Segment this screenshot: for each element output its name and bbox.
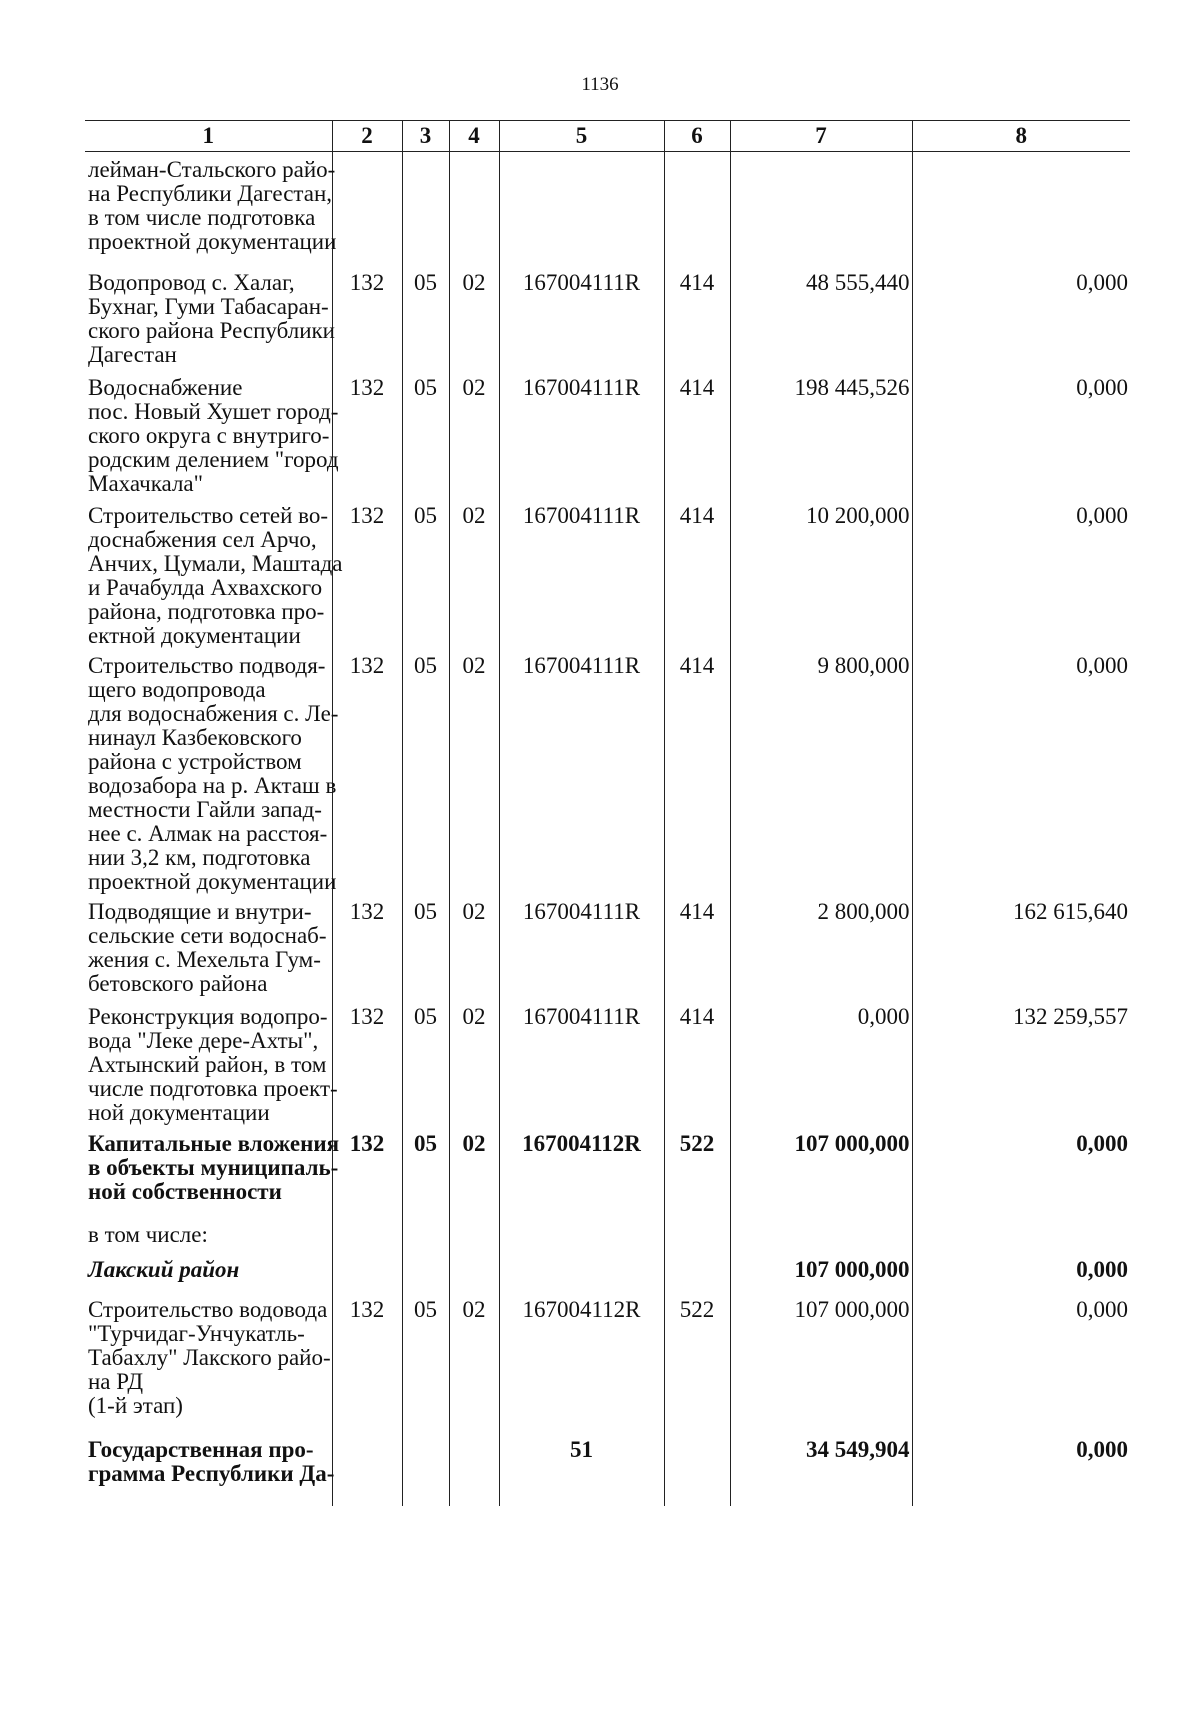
row-code-2-cell: 132 bbox=[332, 999, 402, 1126]
row-code-5-cell: 167004111R bbox=[499, 648, 664, 894]
row-name-cell bbox=[85, 152, 337, 265]
row-code-4-cell: 02 bbox=[449, 999, 499, 1126]
row-amount-8-cell: 0,000 bbox=[1076, 502, 1128, 528]
row-name-line: Водоснабжение bbox=[88, 374, 243, 400]
row-code-2-cell: 132 bbox=[332, 498, 402, 648]
row-amount-7-cell: 107 000,000 bbox=[730, 1126, 912, 1219]
row-amount-7-cell bbox=[730, 152, 912, 265]
row-name-line: Реконструкция водопро- bbox=[88, 1003, 328, 1029]
row-amount-7-cell: 107 000,000 bbox=[730, 1292, 912, 1428]
row-name-line: вода "Леке дере-Ахты", bbox=[88, 1027, 319, 1053]
row-code-5-cell: 167004111R bbox=[499, 999, 664, 1126]
row-code-4-cell: 02 bbox=[449, 265, 499, 370]
row-name-line: ной собственности bbox=[88, 1178, 282, 1204]
row-code-4-cell bbox=[449, 1252, 499, 1292]
row-name-cell bbox=[85, 498, 343, 648]
row-name-line: бетовского района bbox=[88, 970, 268, 996]
row-code-4-cell: 02 bbox=[449, 648, 499, 894]
row-amount-8-cell: 162 615,640 bbox=[1013, 898, 1128, 924]
page-number: 1136 bbox=[581, 74, 619, 95]
row-name-line: района с устройством bbox=[88, 748, 302, 774]
row-code-6-cell: 414 bbox=[664, 370, 730, 498]
row-name-line: сельские сети водоснаб- bbox=[88, 922, 327, 948]
row-code-2-cell: 132 bbox=[332, 1292, 402, 1428]
row-code-3-cell: 05 bbox=[402, 648, 449, 894]
row-amount-7-cell: 107 000,000 bbox=[730, 1252, 912, 1292]
row-amount-8-cell: 0,000 bbox=[1076, 652, 1128, 678]
row-code-2-cell: 132 bbox=[332, 894, 402, 999]
row-name-line: водозабора на р. Акташ в bbox=[88, 772, 337, 798]
table-row bbox=[85, 999, 1130, 1126]
row-code-2-cell: 132 bbox=[332, 648, 402, 894]
row-name-line: на РД bbox=[88, 1368, 144, 1394]
row-name-line: родским делением "город bbox=[88, 446, 339, 472]
row-name-line: района, подготовка про- bbox=[88, 598, 325, 624]
row-code-2-cell: 132 bbox=[332, 370, 402, 498]
row-name-line: пос. Новый Хушет город- bbox=[88, 398, 339, 424]
row-code-6-cell: 414 bbox=[664, 894, 730, 999]
row-code-3-cell bbox=[402, 152, 449, 265]
row-amount-8-cell: 0,000 bbox=[1076, 1436, 1128, 1462]
header-col-7: 7 bbox=[730, 121, 912, 152]
row-amount-7-cell: 0,000 bbox=[730, 999, 912, 1126]
row-code-2-cell bbox=[332, 1219, 402, 1252]
row-name-cell bbox=[85, 1219, 332, 1252]
row-name-line: Капитальные вложения bbox=[88, 1130, 340, 1156]
row-name-line: жения с. Мехельта Гум- bbox=[88, 946, 321, 972]
row-name-line: доснабжения сел Арчо, bbox=[88, 526, 317, 552]
table-row bbox=[85, 1428, 1130, 1506]
row-code-6-cell: 414 bbox=[664, 999, 730, 1126]
table-row bbox=[85, 1126, 1130, 1219]
row-code-4-cell: 02 bbox=[449, 1126, 499, 1219]
row-name-line: в том числе подготовка bbox=[88, 205, 316, 230]
row-code-2-cell bbox=[332, 152, 402, 265]
row-amount-7-cell: 198 445,526 bbox=[730, 370, 912, 498]
row-code-4-cell bbox=[449, 1219, 499, 1252]
row-code-3-cell: 05 bbox=[402, 894, 449, 999]
row-name-line: "Турчидаг-Унчукатль- bbox=[88, 1320, 305, 1346]
row-amount-7-cell: 2 800,000 bbox=[730, 894, 912, 999]
row-name-line: ной документации bbox=[88, 1099, 270, 1125]
row-name-line: ского округа с внутриго- bbox=[88, 422, 330, 448]
header-col-2: 2 bbox=[332, 121, 402, 152]
row-amount-7-cell: 9 800,000 bbox=[730, 648, 912, 894]
row-amount-8-cell: 0,000 bbox=[1076, 269, 1128, 295]
row-name-line: и Рачабулда Ахвахского bbox=[88, 574, 323, 600]
row-name-line: Дагестан bbox=[88, 341, 177, 367]
row-amount-7-cell: 34 549,904 bbox=[730, 1428, 912, 1506]
row-code-4-cell: 02 bbox=[449, 894, 499, 999]
row-name-cell bbox=[85, 894, 332, 999]
table-row bbox=[85, 370, 1130, 498]
row-name-cell bbox=[85, 1428, 335, 1506]
header-col-8: 8 bbox=[912, 121, 1130, 152]
row-name-cell bbox=[85, 1292, 332, 1428]
row-name-line: местности Гайли запад- bbox=[88, 796, 322, 822]
row-amount-7-cell: 48 555,440 bbox=[730, 265, 912, 370]
row-name-cell bbox=[85, 1252, 332, 1292]
row-code-5-cell: 167004111R bbox=[499, 370, 664, 498]
row-code-4-cell bbox=[449, 152, 499, 265]
row-code-6-cell: 414 bbox=[664, 648, 730, 894]
row-code-5-cell: 167004111R bbox=[499, 498, 664, 648]
row-name-cell bbox=[85, 648, 339, 894]
table-row bbox=[85, 1252, 1130, 1292]
row-amount-8-cell bbox=[912, 152, 1130, 265]
row-name-line: лейман-Стальского райо- bbox=[88, 157, 336, 182]
row-code-2-cell: 132 bbox=[332, 1126, 402, 1219]
row-name-line: ектной документации bbox=[88, 622, 301, 648]
row-amount-8-cell: 0,000 bbox=[1076, 1296, 1128, 1322]
row-name-cell bbox=[85, 1126, 340, 1219]
row-name-line: Водопровод с. Халаг, bbox=[88, 269, 295, 295]
row-name-line: Строительство подводя- bbox=[88, 652, 326, 678]
row-code-5-cell: 167004112R bbox=[499, 1126, 664, 1219]
table-body bbox=[85, 152, 1130, 1506]
row-code-4-cell: 02 bbox=[449, 1292, 499, 1428]
table-row bbox=[85, 648, 1130, 894]
row-name-line: (1-й этап) bbox=[88, 1392, 183, 1418]
row-name-line: числе подготовка проект- bbox=[88, 1075, 338, 1101]
row-name-line: Лакский район bbox=[88, 1256, 240, 1282]
row-name-line: Махачкала" bbox=[88, 470, 204, 496]
row-code-2-cell: 132 bbox=[332, 265, 402, 370]
row-code-5-cell bbox=[499, 1252, 664, 1292]
table-row bbox=[85, 498, 1130, 648]
row-name-cell bbox=[85, 999, 338, 1126]
row-code-5-cell: 167004111R bbox=[499, 894, 664, 999]
row-code-4-cell: 02 bbox=[449, 370, 499, 498]
row-code-3-cell bbox=[402, 1219, 449, 1252]
row-name-line: проектной документации bbox=[88, 229, 337, 254]
row-code-6-cell bbox=[664, 152, 730, 265]
row-code-3-cell: 05 bbox=[402, 1126, 449, 1219]
row-code-2-cell bbox=[332, 1252, 402, 1292]
row-code-6-cell bbox=[664, 1252, 730, 1292]
row-name-line: для водоснабжения с. Ле- bbox=[88, 700, 339, 726]
row-amount-7-cell bbox=[730, 1219, 912, 1252]
row-name-line: ского района Республики bbox=[88, 317, 335, 343]
row-name-line: Ахтынский район, в том bbox=[88, 1051, 327, 1077]
row-name-line: проектной документации bbox=[88, 868, 337, 894]
row-name-cell bbox=[85, 370, 339, 498]
row-name-line: Анчих, Цумали, Маштада bbox=[88, 550, 343, 576]
row-name-line: Бухнаг, Гуми Табасаран- bbox=[88, 293, 329, 319]
row-code-3-cell: 05 bbox=[402, 265, 449, 370]
row-code-5-cell: 167004112R bbox=[499, 1292, 664, 1428]
row-name-line: нинаул Казбековского bbox=[88, 724, 302, 750]
row-code-6-cell: 522 bbox=[664, 1292, 730, 1428]
row-name-line: нии 3,2 км, подготовка bbox=[88, 844, 311, 870]
row-name-line: на Республики Дагестан, bbox=[88, 181, 333, 206]
row-code-4-cell: 02 bbox=[449, 498, 499, 648]
row-code-3-cell: 05 bbox=[402, 999, 449, 1126]
row-name-line: в объекты муниципаль- bbox=[88, 1154, 339, 1180]
row-name-cell bbox=[85, 265, 335, 370]
row-name-line: Подводящие и внутри- bbox=[88, 898, 312, 924]
row-name-line: щего водопровода bbox=[88, 676, 266, 702]
row-code-3-cell: 05 bbox=[402, 498, 449, 648]
row-amount-8-cell: 132 259,557 bbox=[1013, 1003, 1128, 1029]
row-code-3-cell: 05 bbox=[402, 1292, 449, 1428]
row-code-3-cell bbox=[402, 1252, 449, 1292]
row-name-line: Строительство водовода bbox=[88, 1296, 328, 1322]
table-row bbox=[85, 1219, 1130, 1252]
row-name-line: Строительство сетей во- bbox=[88, 502, 328, 528]
row-code-5-cell: 167004111R bbox=[499, 265, 664, 370]
header-col-1: 1 bbox=[85, 121, 332, 152]
header-col-5: 5 bbox=[499, 121, 664, 152]
row-name-line: Табахлу" Лакского райо- bbox=[88, 1344, 331, 1370]
row-code-6-cell bbox=[664, 1219, 730, 1252]
table-row bbox=[85, 894, 1130, 999]
row-amount-8-cell bbox=[912, 1219, 1130, 1252]
row-code-2-cell bbox=[332, 1428, 402, 1506]
row-amount-8-cell: 0,000 bbox=[1076, 1130, 1128, 1156]
row-code-6-cell: 414 bbox=[664, 265, 730, 370]
row-code-3-cell: 05 bbox=[402, 370, 449, 498]
row-code-6-cell bbox=[664, 1428, 730, 1506]
row-amount-7-cell: 10 200,000 bbox=[730, 498, 912, 648]
row-name-line: в том числе: bbox=[88, 1221, 208, 1247]
row-code-5-cell bbox=[499, 1219, 664, 1252]
row-amount-8-cell: 0,000 bbox=[1076, 1256, 1128, 1282]
row-name-line: грамма Республики Да- bbox=[88, 1460, 335, 1486]
row-code-5-cell: 51 bbox=[499, 1428, 664, 1506]
table-row bbox=[85, 152, 1130, 265]
header-col-6: 6 bbox=[664, 121, 730, 152]
header-row bbox=[85, 121, 1130, 152]
row-code-6-cell: 522 bbox=[664, 1126, 730, 1219]
row-name-line: нее с. Алмак на расстоя- bbox=[88, 820, 328, 846]
row-name-line: Государственная про- bbox=[88, 1436, 314, 1462]
header-col-3: 3 bbox=[402, 121, 449, 152]
row-code-4-cell bbox=[449, 1428, 499, 1506]
row-amount-8-cell: 0,000 bbox=[1076, 374, 1128, 400]
row-code-5-cell bbox=[499, 152, 664, 265]
table-row bbox=[85, 1292, 1130, 1428]
table-row bbox=[85, 265, 1130, 370]
row-code-6-cell: 414 bbox=[664, 498, 730, 648]
budget-table bbox=[85, 120, 1130, 1506]
header-col-4: 4 bbox=[449, 121, 499, 152]
row-code-3-cell bbox=[402, 1428, 449, 1506]
